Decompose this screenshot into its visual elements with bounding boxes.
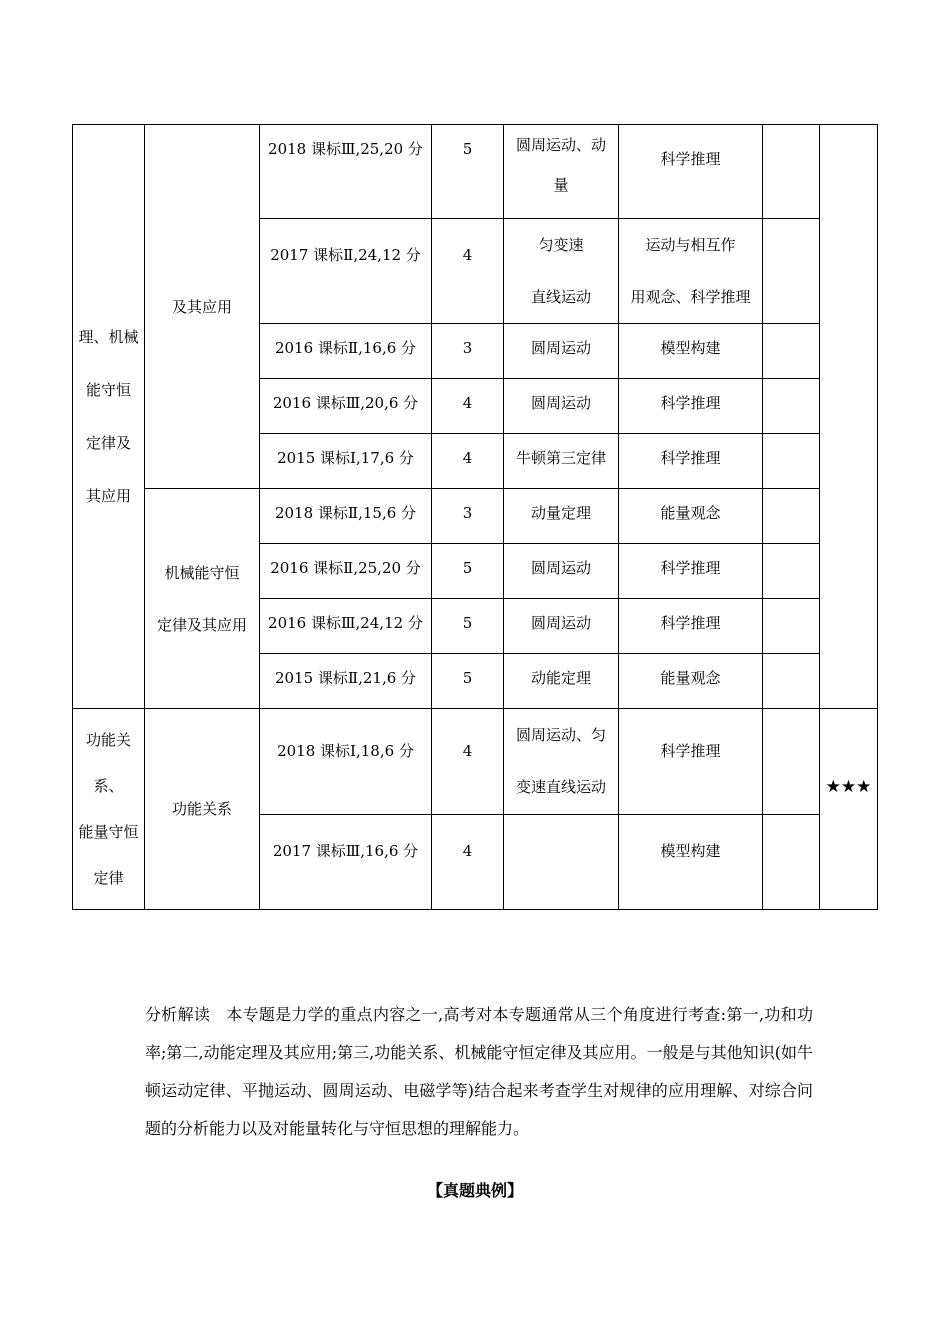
source-cell: 2016 课标Ⅱ,16,6 分 — [260, 324, 432, 379]
theme-cell: 功能关 系、 能量守恒 定律 — [73, 709, 145, 910]
subtopic-cell: 功能关系 — [145, 709, 260, 910]
literacy-cell: 科学推理 — [619, 709, 763, 815]
source-cell: 2018 课标Ⅱ,15,6 分 — [260, 489, 432, 544]
blank-cell — [763, 544, 820, 599]
source-cell: 2017 课标Ⅲ,16,6 分 — [260, 815, 432, 910]
blank-cell — [763, 599, 820, 654]
source-cell: 2016 课标Ⅱ,25,20 分 — [260, 544, 432, 599]
table-row — [73, 489, 878, 544]
exam-analysis-table — [72, 124, 878, 910]
content-cell: 匀变速 直线运动 — [504, 219, 619, 324]
literacy-cell: 运动与相互作 用观念、科学推理 — [619, 219, 763, 324]
difficulty-cell: 5 — [432, 544, 504, 599]
content-cell: 圆周运动 — [504, 324, 619, 379]
content-cell: 圆周运动 — [504, 544, 619, 599]
analysis-text: 本专题是力学的重点内容之一,高考对本专题通常从三个角度进行考查:第一,功和功率;第二,动能定理及其应用;第三,功能关系、机械能守恒定律及其应用。一般是与其他知识(如牛顿运动定律、平抛运动、圆周运动、电磁学等)结合起来考查学生对规律的应用理解、对综合问题的分析能力以及对能量转化与守恒思想的理解能力。 — [145, 1005, 813, 1138]
difficulty-cell: 3 — [432, 324, 504, 379]
content-cell: 牛顿第三定律 — [504, 434, 619, 489]
literacy-cell: 科学推理 — [619, 125, 763, 219]
difficulty-cell: 3 — [432, 489, 504, 544]
source-cell: 2016 课标Ⅲ,24,12 分 — [260, 599, 432, 654]
blank-cell — [763, 709, 820, 815]
difficulty-cell: 4 — [432, 434, 504, 489]
content-cell: 动能定理 — [504, 654, 619, 709]
subtopic-cell: 机械能守恒 定律及其应用 — [145, 489, 260, 709]
content-cell: 动量定理 — [504, 489, 619, 544]
difficulty-cell: 5 — [432, 599, 504, 654]
source-cell: 2015 课标Ⅱ,21,6 分 — [260, 654, 432, 709]
table-row — [73, 125, 878, 219]
literacy-cell: 科学推理 — [619, 599, 763, 654]
subtopic-cell: 及其应用 — [145, 125, 260, 489]
rating-cell — [820, 125, 878, 709]
content-cell — [504, 815, 619, 910]
source-cell: 2016 课标Ⅲ,20,6 分 — [260, 379, 432, 434]
difficulty-cell: 4 — [432, 815, 504, 910]
content-cell: 圆周运动 — [504, 599, 619, 654]
blank-cell — [763, 125, 820, 219]
literacy-cell: 科学推理 — [619, 544, 763, 599]
source-cell: 2018 课标Ⅲ,25,20 分 — [260, 125, 432, 219]
difficulty-cell: 4 — [432, 379, 504, 434]
theme-cell: 理、机械 能守恒 定律及 其应用 — [73, 125, 145, 709]
difficulty-cell: 4 — [432, 709, 504, 815]
difficulty-cell: 5 — [432, 654, 504, 709]
blank-cell — [763, 434, 820, 489]
table-row — [73, 709, 878, 815]
blank-cell — [763, 815, 820, 910]
blank-cell — [763, 379, 820, 434]
difficulty-cell: 4 — [432, 219, 504, 324]
literacy-cell: 能量观念 — [619, 654, 763, 709]
literacy-cell: 能量观念 — [619, 489, 763, 544]
literacy-cell: 模型构建 — [619, 815, 763, 910]
blank-cell — [763, 654, 820, 709]
literacy-cell: 科学推理 — [619, 379, 763, 434]
section-heading: 【真题典例】 — [426, 1181, 523, 1200]
source-cell: 2015 课标Ⅰ,17,6 分 — [260, 434, 432, 489]
rating-stars: ★★★ — [820, 709, 878, 910]
blank-cell — [763, 324, 820, 379]
blank-cell — [763, 489, 820, 544]
difficulty-cell: 5 — [432, 125, 504, 219]
analysis-paragraph — [145, 996, 813, 1148]
analysis-title: 分析解读 — [145, 1005, 211, 1024]
source-cell: 2017 课标Ⅱ,24,12 分 — [260, 219, 432, 324]
content-cell: 圆周运动 — [504, 379, 619, 434]
source-cell: 2018 课标Ⅰ,18,6 分 — [260, 709, 432, 815]
blank-cell — [763, 219, 820, 324]
literacy-cell: 模型构建 — [619, 324, 763, 379]
content-cell: 圆周运动、匀 变速直线运动 — [504, 709, 619, 815]
content-cell: 圆周运动、动 量 — [504, 125, 619, 219]
literacy-cell: 科学推理 — [619, 434, 763, 489]
